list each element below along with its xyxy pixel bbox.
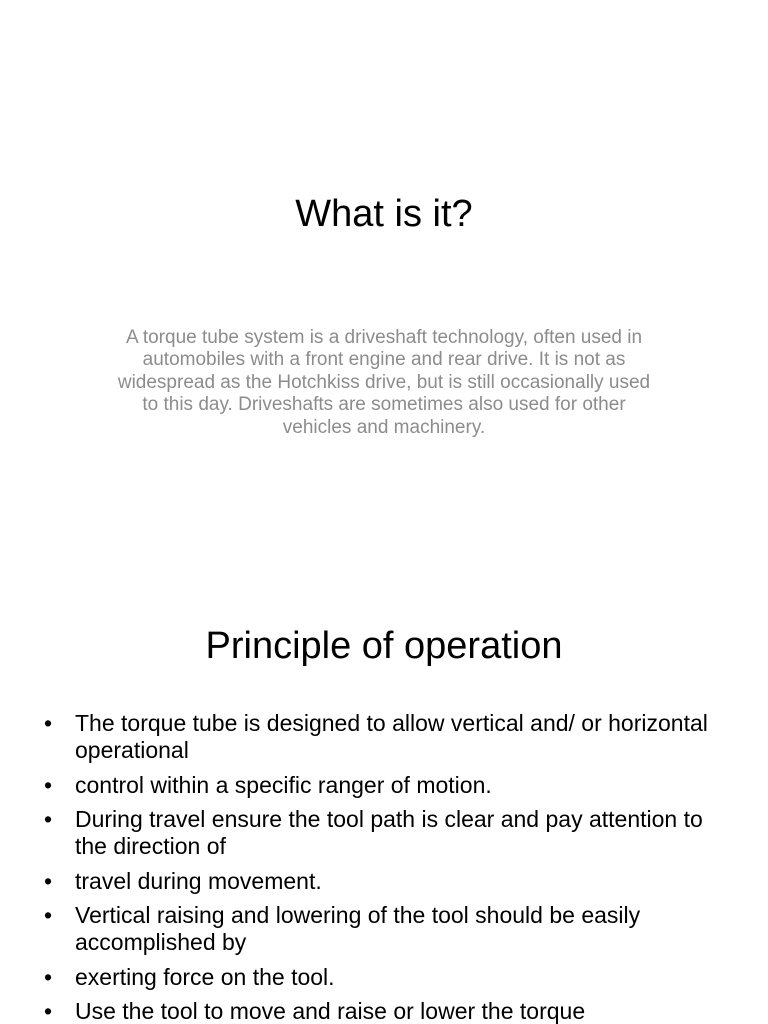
bullet-dot-icon: •	[44, 998, 53, 1024]
bullet-item	[44, 710, 724, 764]
bullet-dot-icon: •	[44, 710, 53, 736]
bullet-dot-icon: •	[44, 867, 53, 894]
bullet-dot-icon: •	[44, 902, 53, 928]
bullet-item	[44, 998, 724, 1024]
slide-title: Principle of operation	[205, 625, 563, 667]
bullet-dot-icon: •	[44, 771, 53, 798]
bullet-item	[44, 868, 724, 895]
bullet-text: exerting force on the tool.	[75, 963, 335, 990]
bullet-text: Vertical raising and lowering of the tool should be easily accomplished by	[75, 902, 641, 955]
bullet-list	[44, 710, 724, 1024]
bullet-text: Use the tool to move and raise or lower the torque	[75, 998, 586, 1024]
bullet-text: During travel ensure the tool path is clear and pay attention to the direction of	[75, 806, 703, 859]
bullet-text: The torque tube is designed to allow vertical and/ or horizontal operational	[75, 710, 708, 763]
slide-body-text: A torque tube system is a driveshaft technology, often used in automobiles with a front engine and rear drive. It is not as widespread as the Hotchkiss drive, but is still occasionally used to this day. Driveshafts are sometimes also used for other vehicles and machinery.	[117, 327, 651, 438]
bullet-dot-icon: •	[44, 806, 53, 832]
bullet-dot-icon: •	[44, 963, 53, 990]
bullet-text: travel during movement.	[75, 867, 322, 894]
bullet-item	[44, 806, 724, 860]
bullet-item	[44, 902, 724, 956]
bullet-item	[44, 964, 724, 991]
bullet-text: control within a specific ranger of motion.	[75, 771, 492, 798]
slide-title: What is it?	[295, 193, 473, 235]
slide-principle-of-operation	[0, 576, 768, 1024]
bullet-item	[44, 772, 724, 799]
